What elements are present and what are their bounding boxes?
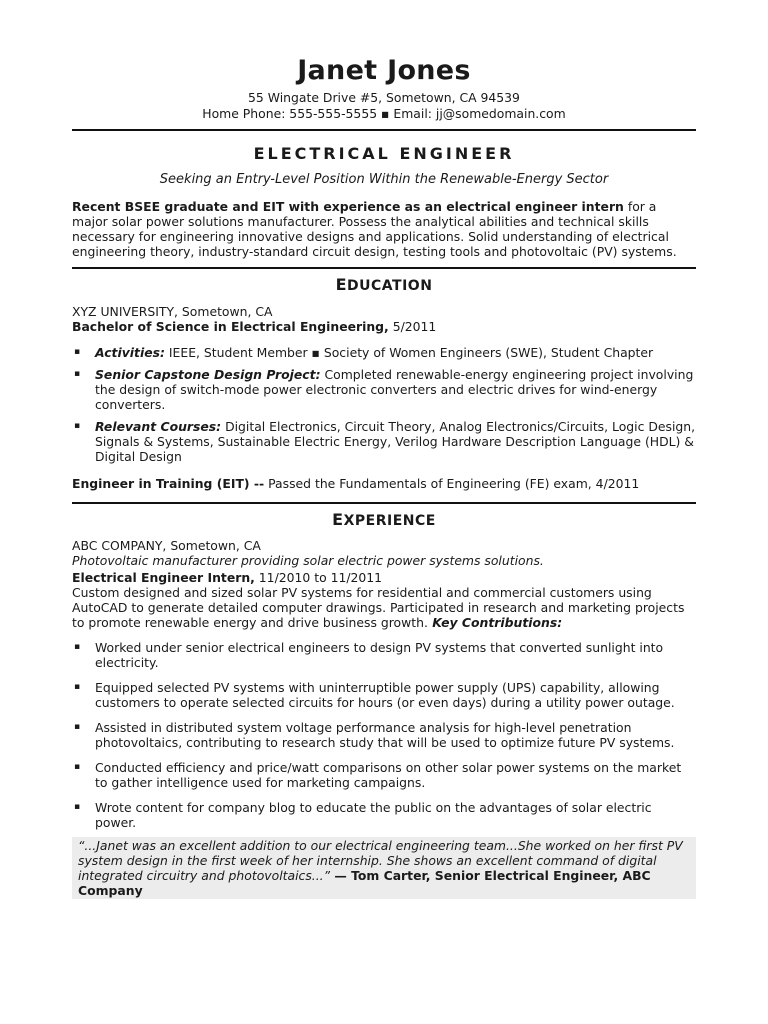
eit-text: Passed the Fundamentals of Engineering (FE) exam, 4/2011 [264, 476, 640, 491]
bullet-marker: ▪ [74, 802, 81, 812]
item-text: Conducted efficiency and price/watt comparisons on other solar power systems on the market to gather intelligence used for marketing campaigns. [95, 760, 682, 790]
education-heading-initial: E [335, 275, 348, 294]
key-contributions-label: Key Contributions: [427, 615, 563, 630]
item-label: Relevant Courses: [95, 419, 222, 434]
contact-separator: ▪ [381, 106, 390, 121]
item-text: Wrote content for company blog to educate the public on the advantages of solar electric power. [95, 800, 652, 830]
experience-list [72, 640, 696, 830]
bullet-marker: ▪ [74, 421, 81, 431]
contact-address: 55 Wingate Drive #5, Sometown, CA 94539 [248, 90, 520, 105]
eit-line [72, 476, 696, 491]
experience-heading-rest: XPERIENCE [343, 513, 436, 529]
list-item [72, 345, 696, 360]
education-heading [72, 276, 696, 295]
list-item [72, 720, 696, 750]
item-text: IEEE, Student Member ▪ Society of Women Engineers (SWE), Student Chapter [164, 345, 654, 360]
eit-label: Engineer in Training (EIT) -- [72, 476, 265, 491]
item-text: Assisted in distributed system voltage performance analysis for high-level penetration photovoltaics, contributing to research study that will be used to optimize future PV systems. [95, 720, 675, 750]
testimonial-quote [72, 837, 696, 899]
experience-divider [72, 502, 696, 504]
header-divider [72, 129, 696, 131]
degree-date: 5/2011 [388, 319, 437, 334]
education-list [72, 345, 696, 464]
quote-text: “...Janet was an excellent addition to our electrical engineering team...She worked on her first PV system design in the first week of her internship. She shows an excellent command of digital integrated circuitry and photovoltaics...” [78, 838, 683, 883]
list-item [72, 680, 696, 710]
summary-rest: for a major solar power solutions manufacturer. Possess the analytical abilities and technical skills necessary for engineering innovative designs and applications. Solid understanding of electrical engineering theory, industry-standard circuit design, testing tools and photovoltaic (PV) systems. [72, 199, 677, 259]
bullet-marker: ▪ [74, 347, 81, 357]
education-degree [72, 319, 696, 335]
quote-attribution: — Tom Carter, Senior Electrical Engineer, ABC Company [78, 868, 651, 898]
experience-company: ABC COMPANY, Sometown, CA [72, 538, 261, 553]
summary-paragraph [72, 199, 696, 259]
experience-role [72, 570, 696, 585]
item-text: Digital Electronics, Circuit Theory, Analog Electronics/Circuits, Logic Design, Signals & Systems, Sustainable Electric Energy, Verilog Hardware Description Language (HDL) & Digital Design [95, 419, 696, 464]
contact-email: Email: jj@somedomain.com [393, 106, 566, 121]
list-item [72, 367, 696, 412]
list-item [72, 419, 696, 464]
role-dates: 11/2010 to 11/2011 [254, 570, 383, 585]
bullet-marker: ▪ [74, 722, 81, 732]
list-item [72, 760, 696, 790]
role-description [72, 585, 696, 630]
bullet-marker: ▪ [74, 369, 81, 379]
bullet-marker: ▪ [74, 642, 81, 652]
item-label: Activities: [95, 345, 165, 360]
item-label: Senior Capstone Design Project: [95, 367, 321, 382]
education-divider [72, 267, 696, 269]
education-heading-rest: DUCATION [347, 278, 433, 294]
role-description-text: Custom designed and sized solar PV systems for residential and commercial customers using AutoCAD to generate detailed computer drawings. Participated in research and marketing projects to promote renewable energy and drive business growth. [72, 585, 685, 630]
education-school: XYZ UNIVERSITY, Sometown, CA [72, 304, 273, 319]
job-title: ELECTRICAL ENGINEER [253, 144, 515, 163]
candidate-name: Janet Jones [297, 55, 471, 86]
item-text: Equipped selected PV systems with uninterruptible power supply (UPS) capability, allowing customers to operate selected circuits for hours (or even days) during a utility power outage. [95, 680, 675, 710]
role-title: Electrical Engineer Intern, [72, 570, 255, 585]
degree-name: Bachelor of Science in Electrical Engineering, [72, 319, 389, 334]
bullet-marker: ▪ [74, 762, 81, 772]
experience-heading-initial: E [332, 510, 344, 529]
contact-phone: Home Phone: 555-555-5555 [202, 106, 378, 121]
list-item [72, 800, 696, 830]
contact-line [72, 106, 696, 122]
item-text: Completed renewable-energy engineering project involving the design of switch-mode power electronic converters and electric drives for wind-energy converters. [95, 367, 694, 412]
summary-lead: Recent BSEE graduate and EIT with experience as an electrical engineer intern [72, 199, 624, 214]
experience-heading [72, 511, 696, 530]
company-description: Photovoltaic manufacturer providing solar electric power systems solutions. [72, 553, 544, 568]
list-item [72, 640, 696, 670]
bullet-marker: ▪ [74, 682, 81, 692]
objective-line: Seeking an Entry-Level Position Within the Renewable-Energy Sector [159, 172, 609, 187]
item-text: Worked under senior electrical engineers to design PV systems that converted sunlight into electricity. [95, 640, 664, 670]
